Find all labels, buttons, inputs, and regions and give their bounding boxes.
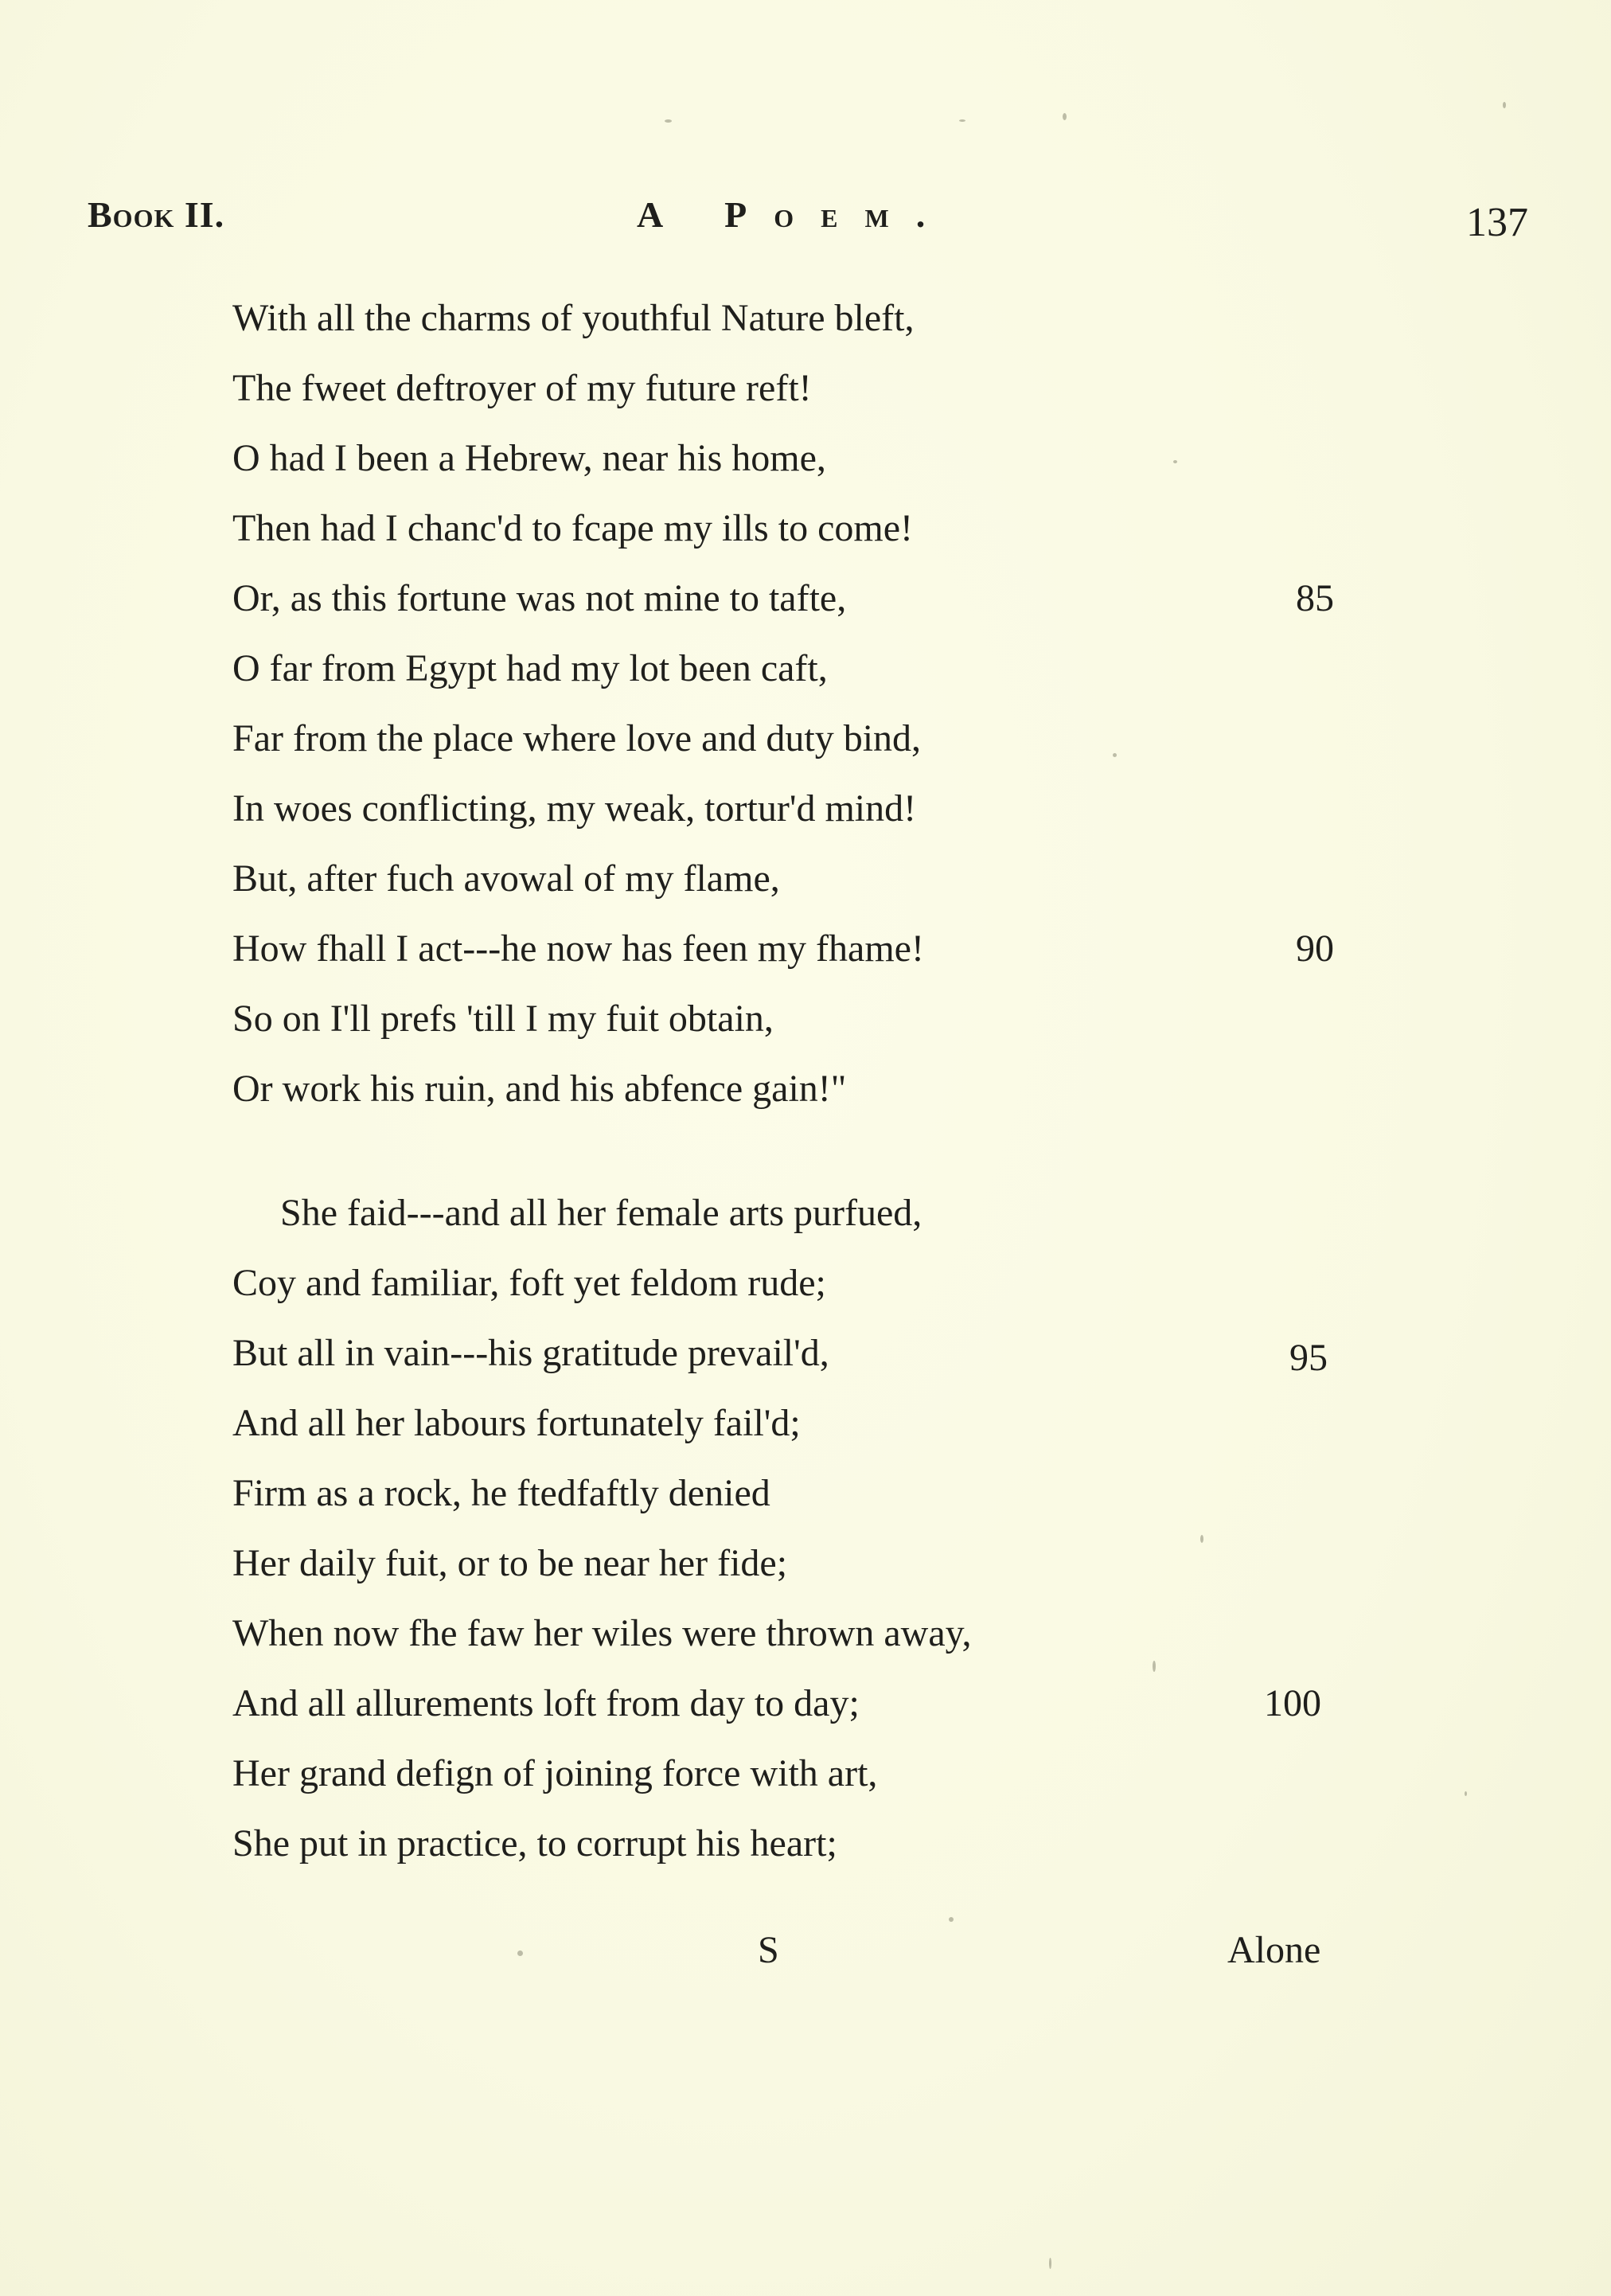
paper-speck <box>959 119 965 122</box>
verse-line: So on I'll prefs 'till I my fuit obtain, <box>232 998 774 1040</box>
paper-speck <box>1049 2258 1051 2269</box>
verse-line: When now fhe faw her wiles were thrown away, <box>232 1612 972 1654</box>
verse-line: Coy and familiar, foft yet feldom rude; <box>232 1262 826 1304</box>
verse-line: O far from Egypt had my lot been caft, <box>232 647 828 689</box>
line-number: 90 <box>1296 927 1334 970</box>
verse-line: Firm as a rock, he ftedfaftly denied <box>232 1472 770 1514</box>
verse-line: The fweet deftroyer of my future reft! <box>232 367 812 409</box>
paper-speck <box>1153 1661 1156 1672</box>
verse-line: O had I been a Hebrew, near his home, <box>232 437 826 479</box>
line-number: 100 <box>1264 1682 1321 1724</box>
paper-speck <box>665 119 672 123</box>
catchword: Alone <box>1227 1929 1321 1971</box>
verse-line: But, after fuch avowal of my flame, <box>232 857 780 900</box>
paper-speck <box>1503 102 1506 108</box>
verse-line: With all the charms of youthful Nature bleft, <box>232 297 915 339</box>
verse-line: But all in vain---his gratitude prevail'd, <box>232 1332 829 1374</box>
paper-speck <box>517 1950 523 1956</box>
verse-line: Then had I chanc'd to fcape my ills to come! <box>232 507 913 549</box>
paper-speck <box>1173 460 1177 463</box>
paper-speck <box>1063 113 1067 120</box>
line-number: 95 <box>1289 1337 1328 1379</box>
line-number: 85 <box>1296 577 1334 619</box>
verse-line: Or work his ruin, and his abfence gain!" <box>232 1068 847 1110</box>
verse-line: Or, as this fortune was not mine to tafte, <box>232 577 847 619</box>
verse-line: Far from the place where love and duty bind, <box>232 717 922 759</box>
paper-speck <box>1113 753 1117 757</box>
verse-line: She faid---and all her female arts purfued, <box>280 1192 923 1234</box>
paper-speck <box>1200 1535 1203 1543</box>
verse-line: In woes conflicting, my weak, tortur'd mind! <box>232 787 917 830</box>
paper-speck <box>1465 1791 1467 1796</box>
verse-line: And all her labours fortunately fail'd; <box>232 1402 801 1444</box>
paper-speck <box>949 1917 954 1922</box>
verse-line: Her grand defign of joining force with art, <box>232 1752 878 1794</box>
running-head-book: Book II. <box>88 194 225 235</box>
verse-line: Her daily fuit, or to be near her fide; <box>232 1542 788 1584</box>
signature-mark: S <box>758 1929 779 1971</box>
page-number: 137 <box>1466 200 1528 245</box>
verse-line: How fhall I act---he now has feen my fhame! <box>232 927 924 970</box>
verse-line: She put in practice, to corrupt his heart; <box>232 1822 837 1865</box>
running-head-title: A Poem. <box>637 194 953 235</box>
verse-line: And all allurements loft from day to day; <box>232 1682 860 1724</box>
